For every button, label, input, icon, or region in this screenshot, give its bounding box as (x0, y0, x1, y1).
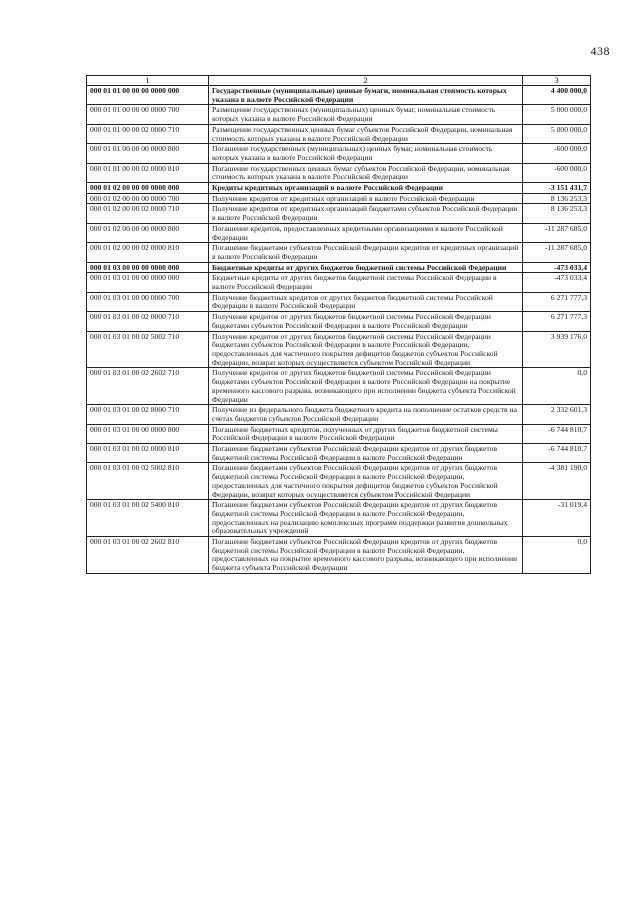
item-name-cell: Получение кредитов от других бюджетов бюджетной системы Российской Федерации бюджетами субъектов Российской Федерации в валюте Российской Федерации на покрытие временного кассового разрыва, возникающего при исполнении бюджета субъекта Российской Федерации (209, 368, 523, 405)
budget-sources-table (86, 75, 591, 574)
item-name-cell: Бюджетные кредиты от других бюджетов бюджетной системы Российской Федерации (209, 262, 523, 273)
budget-code-cell: 000 01 03 01 00 02 2602 810 (87, 537, 209, 574)
amount-cell: -473 033,4 (523, 273, 591, 292)
table-row (87, 163, 591, 182)
budget-code-cell: 000 01 03 01 00 02 2602 710 (87, 368, 209, 405)
item-name-cell: Погашение бюджетами субъектов Российской Федерации кредитов от других бюджетов бюджетной системы Российской Федерации в валюте Российской Федерации, предоставленных на реализацию комплексных программ поддержки развития дошкольных образовательных учреждений (209, 500, 523, 537)
budget-code-cell: 000 01 03 01 00 02 5400 810 (87, 500, 209, 537)
table-row (87, 312, 591, 331)
item-name-cell: Размещение государственных (муниципальных) ценных бумаг, номинальная стоимость которых указана в валюте Российской Федерации (209, 105, 523, 124)
item-name-cell: Государственные (муниципальные) ценные бумаги, номинальная стоимость которых указана в валюте Российской Федерации (209, 86, 523, 105)
item-name-cell: Погашение бюджетами субъектов Российской Федерации кредитов от других бюджетов бюджетной системы Российской Федерации в валюте Российской Федерации, предоставленных для частичного покрытия дефицитов бюджетов субъектов Российской Федерации, возврат которых осуществляется субъектом Российской Федерации (209, 463, 523, 500)
column-number-2: 2 (209, 76, 523, 86)
budget-code-cell: 000 01 01 00 00 00 0000 700 (87, 105, 209, 124)
item-name-cell: Погашение бюджетами субъектов Российской Федерации кредитов от других бюджетов бюджетной системы Российской Федерации в валюте Российской Федерации (209, 444, 523, 463)
table-row (87, 86, 591, 105)
amount-cell: -473 033,4 (523, 262, 591, 273)
amount-cell: 6 271 777,3 (523, 292, 591, 311)
table-row (87, 463, 591, 500)
table-row (87, 204, 591, 223)
budget-code-cell: 000 01 03 01 00 02 0000 710 (87, 312, 209, 331)
amount-cell: 0,0 (523, 368, 591, 405)
budget-code-cell: 000 01 01 00 00 02 0000 810 (87, 163, 209, 182)
table-row (87, 262, 591, 273)
item-name-cell: Погашение государственных (муниципальных) ценных бумаг, номинальная стоимость которых указана в валюте Российской Федерации (209, 144, 523, 163)
table-row (87, 500, 591, 537)
item-name-cell: Получение кредитов от других бюджетов бюджетной системы Российской Федерации бюджетами субъектов Российской Федерации в валюте Российской Федерации, предоставленных для частичного покрытия дефицитов бюджетов субъектов Российской Федерации, возврат которых осуществляется субъектом Российской Федерации (209, 331, 523, 368)
amount-cell: -4 381 190,0 (523, 463, 591, 500)
budget-code-cell: 000 01 02 00 00 02 0000 810 (87, 243, 209, 262)
budget-code-cell: 000 01 02 00 00 00 0000 000 (87, 183, 209, 194)
amount-cell: -600 000,0 (523, 163, 591, 182)
budget-code-cell: 000 01 01 00 00 00 0000 800 (87, 144, 209, 163)
table-row (87, 243, 591, 262)
budget-code-cell: 000 01 03 01 00 00 0000 700 (87, 292, 209, 311)
amount-cell: -6 744 810,7 (523, 424, 591, 443)
table-body (87, 86, 591, 574)
item-name-cell: Кредиты кредитных организаций в валюте Российской Федерации (209, 183, 523, 194)
budget-code-cell: 000 01 02 00 00 00 0000 700 (87, 193, 209, 204)
table-row (87, 144, 591, 163)
item-name-cell: Погашение бюджетных кредитов, полученных от других бюджетов бюджетной системы Российской Федерации в валюте Российской Федерации (209, 424, 523, 443)
item-name-cell: Погашение бюджетами субъектов Российской Федерации кредитов от кредитных организаций в валюте Российской Федерации (209, 243, 523, 262)
budget-code-cell: 000 01 01 00 00 02 0000 710 (87, 124, 209, 143)
table-row (87, 183, 591, 194)
item-name-cell: Бюджетные кредиты от других бюджетов бюджетной системы Российской Федерации в валюте Российской Федерации (209, 273, 523, 292)
table-row (87, 537, 591, 574)
budget-code-cell: 000 01 02 00 00 00 0000 800 (87, 223, 209, 242)
budget-code-cell: 000 01 03 01 00 00 0000 000 (87, 273, 209, 292)
item-name-cell: Получение из федерального бюджета бюджетного кредита на пополнение остатков средств на счетах бюджетов субъектов Российской Федерации (209, 405, 523, 424)
amount-cell: 8 136 253,3 (523, 193, 591, 204)
amount-cell: 4 400 000,0 (523, 86, 591, 105)
column-number-3: 3 (523, 76, 591, 86)
item-name-cell: Получение кредитов от кредитных организаций бюджетами субъектов Российской Федерации в валюте Российской Федерации (209, 204, 523, 223)
table-row (87, 124, 591, 143)
budget-code-cell: 000 01 03 00 00 00 0000 000 (87, 262, 209, 273)
budget-code-cell: 000 01 03 01 00 02 0000 810 (87, 444, 209, 463)
amount-cell: -600 000,0 (523, 144, 591, 163)
item-name-cell: Размещение государственных ценных бумаг субъектов Российской Федерации, номинальная стоимость которых указана в валюте Российской Федерации (209, 124, 523, 143)
budget-code-cell: 000 01 02 00 00 02 0000 710 (87, 204, 209, 223)
table-row (87, 331, 591, 368)
amount-cell: -11 287 685,0 (523, 243, 591, 262)
amount-cell: 5 000 000,0 (523, 105, 591, 124)
table-row (87, 273, 591, 292)
amount-cell: 0,0 (523, 537, 591, 574)
table-row (87, 368, 591, 405)
table-row (87, 105, 591, 124)
amount-cell: 6 271 777,3 (523, 312, 591, 331)
budget-code-cell: 000 01 03 01 00 02 5002 810 (87, 463, 209, 500)
amount-cell: -3 151 431,7 (523, 183, 591, 194)
amount-cell: -6 744 810,7 (523, 444, 591, 463)
item-name-cell: Погашение государственных ценных бумаг субъектов Российской Федерации, номинальная стоимость которых указана в валюте Российской Федерации (209, 163, 523, 182)
amount-cell: 5 000 000,0 (523, 124, 591, 143)
item-name-cell: Получение кредитов от кредитных организаций в валюте Российской Федерации (209, 193, 523, 204)
item-name-cell: Получение кредитов от других бюджетов бюджетной системы Российской Федерации бюджетами субъектов Российской Федерации в валюте Российской Федерации (209, 312, 523, 331)
budget-code-cell: 000 01 03 01 00 00 0000 800 (87, 424, 209, 443)
item-name-cell: Погашение бюджетами субъектов Российской Федерации кредитов от других бюджетов бюджетной системы Российской Федерации в валюте Российской Федерации, предоставленных на покрытие временного кассового разрыва, возникающего при исполнении бюджета субъекта Российской Федерации (209, 537, 523, 574)
column-number-1: 1 (87, 76, 209, 86)
amount-cell: 2 332 601,3 (523, 405, 591, 424)
table-row (87, 424, 591, 443)
table-row (87, 405, 591, 424)
item-name-cell: Погашение кредитов, предоставленных кредитными организациями в валюте Российской Федерации (209, 223, 523, 242)
table-row (87, 444, 591, 463)
amount-cell: -31 019,4 (523, 500, 591, 537)
table-row (87, 292, 591, 311)
amount-cell: -11 287 685,0 (523, 223, 591, 242)
budget-code-cell: 000 01 01 00 00 00 0000 000 (87, 86, 209, 105)
page-number: 438 (590, 44, 610, 58)
item-name-cell: Получение бюджетных кредитов от других бюджетов бюджетной системы Российской Федерации в валюте Российской Федерации (209, 292, 523, 311)
amount-cell: 8 136 253,3 (523, 204, 591, 223)
column-number-row (87, 76, 591, 86)
table-row (87, 223, 591, 242)
budget-code-cell: 000 01 03 01 00 02 8000 710 (87, 405, 209, 424)
budget-code-cell: 000 01 03 01 00 02 5002 710 (87, 331, 209, 368)
table-row (87, 193, 591, 204)
amount-cell: 3 939 176,0 (523, 331, 591, 368)
